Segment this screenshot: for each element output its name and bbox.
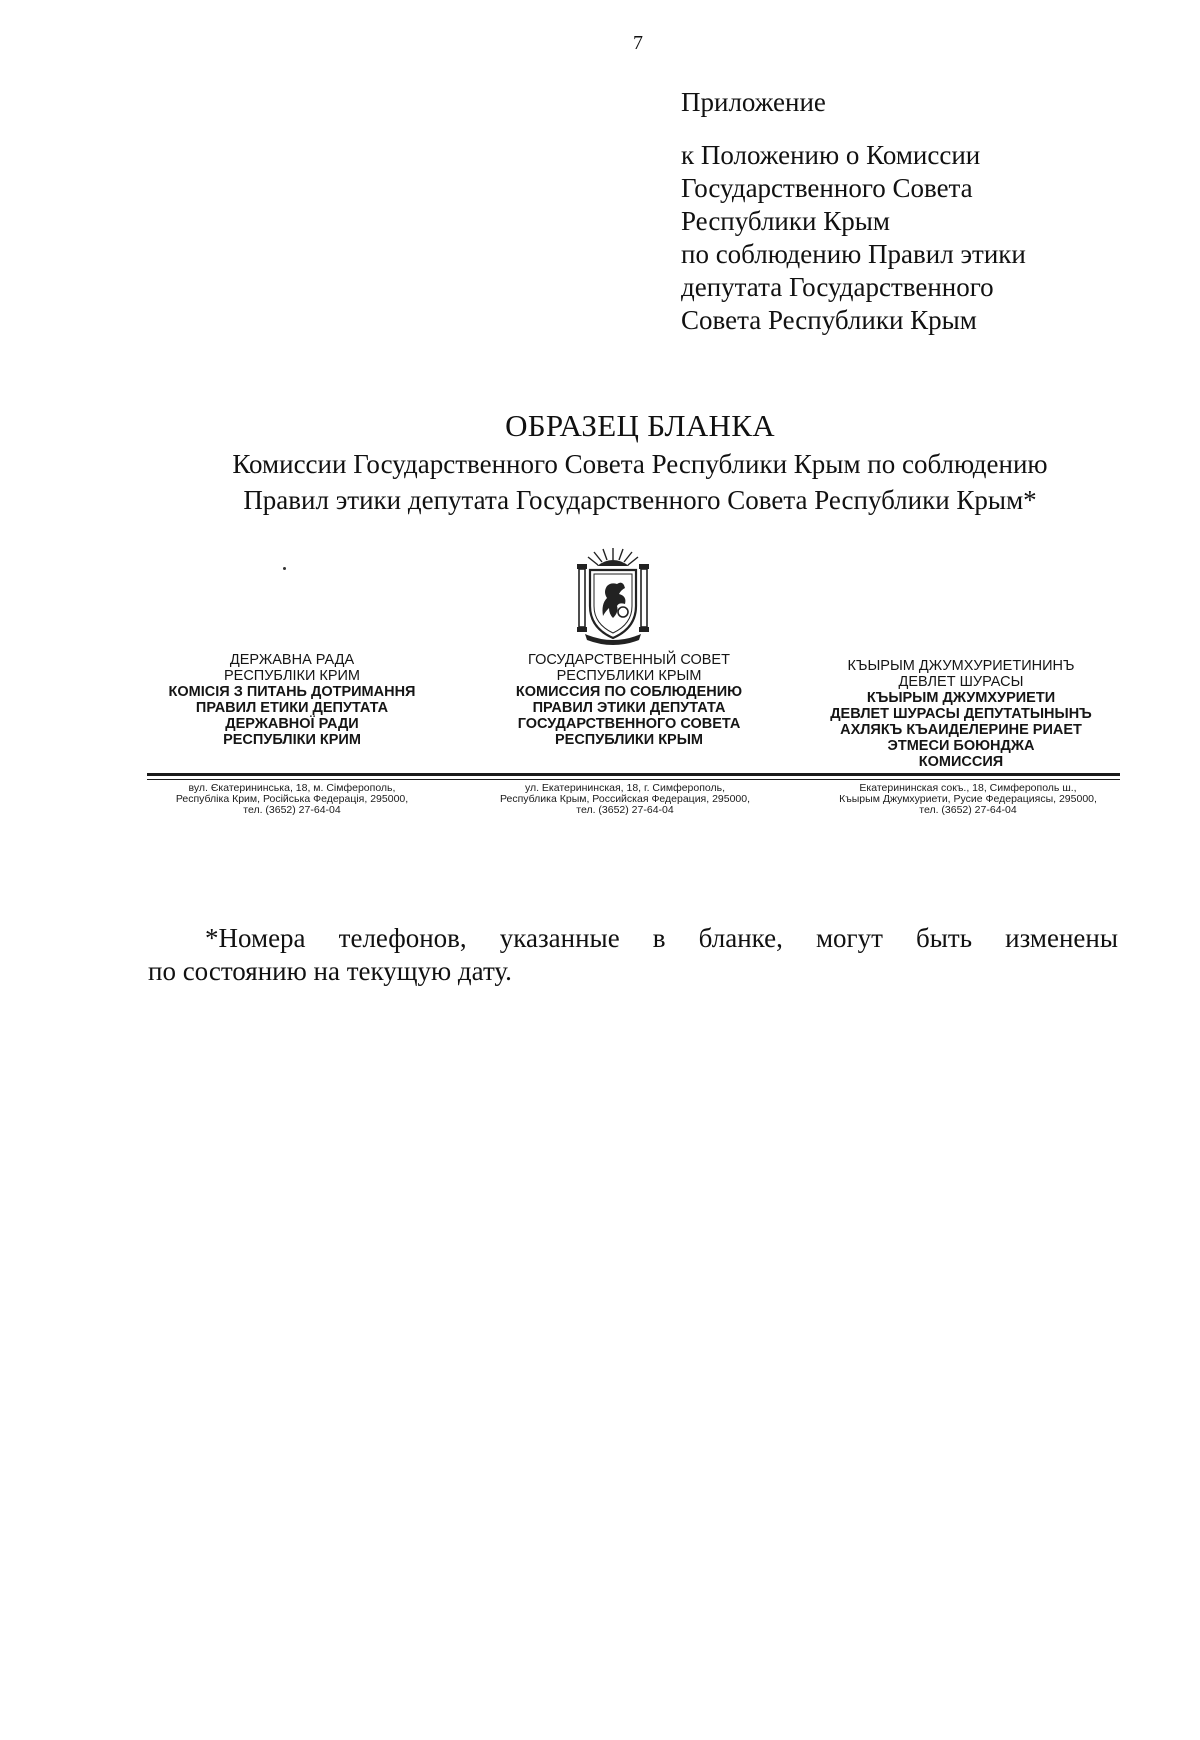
org-name-line: РЕСПУБЛІКИ КРИМ	[223, 668, 361, 684]
commission-name-line: РЕСПУБЛИКИ КРЫМ	[554, 732, 703, 748]
appendix-reference	[681, 86, 1141, 337]
commission-name-line: ДЕРЖАВНОЇ РАДИ	[225, 716, 359, 732]
form-subtitle-line: Комиссии Государственного Совета Республики Крым по соблюдению	[232, 449, 1048, 479]
form-title: ОБРАЗЕЦ БЛАНКА	[505, 408, 775, 443]
org-name-line: ГОСУДАРСТВЕННЫЙ СОВЕТ	[528, 652, 730, 668]
commission-name-line: КОМИССИЯ	[918, 754, 1004, 770]
page-number: 7	[633, 32, 643, 54]
letterhead-divider-thick	[147, 773, 1120, 776]
letterhead-right-crimean-tatar	[800, 652, 1122, 770]
commission-name-line: КЪЫРЫМ ДЖУМХУРИЕТИ	[866, 690, 1056, 706]
address-line: Республіка Крим, Російська Федерація, 295000,	[175, 793, 409, 805]
commission-name-line: ЭТМЕСИ БОЮНДЖА	[887, 738, 1035, 754]
letterhead-left-ukrainian	[144, 652, 440, 748]
crimea-coat-of-arms-icon	[573, 546, 653, 646]
commission-name-line: РЕСПУБЛІКИ КРИМ	[223, 732, 361, 748]
commission-name-line: КОМИССИЯ ПО СОБЛЮДЕНИЮ	[515, 684, 743, 700]
footnote-line: по состоянию на текущую дату.	[148, 956, 512, 986]
footnote	[148, 922, 1118, 988]
address-middle	[470, 783, 780, 816]
address-line: Екатерининская сокъ., 18, Симферополь ш.,	[859, 782, 1077, 794]
letterhead-divider-thin	[147, 779, 1120, 780]
commission-name-line: КОМІСІЯ З ПИТАНЬ ДОТРИМАННЯ	[168, 684, 416, 700]
org-name-line: РЕСПУБЛИКИ КРЫМ	[556, 668, 702, 684]
appendix-line: к Положению о Комиссии	[681, 140, 981, 170]
org-name-line: ДЕРЖАВНА РАДА	[229, 652, 355, 668]
appendix-heading: Приложение	[681, 87, 826, 117]
commission-name-line: ДЕВЛЕТ ШУРАСЫ ДЕПУТАТЫНЫНЪ	[830, 706, 1092, 722]
commission-name-line: АХЛЯКЪ КЪАИДЕЛЕРИНЕ РИАЕТ	[840, 722, 1082, 738]
address-line: вул. Єкатерининська, 18, м. Сімферополь,	[188, 782, 396, 794]
address-left	[142, 783, 442, 816]
address-line: тел. (3652) 27-64-04	[919, 804, 1017, 816]
form-title-block	[120, 406, 1160, 518]
appendix-line: Республики Крым	[681, 206, 890, 236]
letterhead-middle-russian	[484, 652, 774, 748]
appendix-line: депутата Государственного	[681, 272, 994, 302]
form-subtitle-line: Правил этики депутата Государственного Совета Республики Крым*	[243, 485, 1037, 515]
address-line: тел. (3652) 27-64-04	[243, 804, 341, 816]
org-name-line: ДЕВЛЕТ ШУРАСЫ	[898, 674, 1024, 690]
commission-name-line: ПРАВИЛ ЭТИКИ ДЕПУТАТА	[532, 700, 726, 716]
address-line: Республика Крым, Российская Федерация, 295000,	[499, 793, 751, 805]
appendix-line: Государственного Совета	[681, 173, 973, 203]
scan-speck	[283, 567, 286, 570]
address-right	[808, 783, 1128, 816]
commission-name-line: ГОСУДАРСТВЕННОГО СОВЕТА	[517, 716, 741, 732]
appendix-line: Совета Республики Крым	[681, 305, 977, 335]
address-line: тел. (3652) 27-64-04	[576, 804, 674, 816]
address-line: Къырым Джумхуриети, Русие Федерациясы, 295000,	[839, 793, 1097, 805]
footnote-line: *Номера телефонов, указанные в бланке, могут быть изменены	[205, 923, 1118, 953]
address-line: ул. Екатерининская, 18, г. Симферополь,	[524, 782, 726, 794]
appendix-line: по соблюдению Правил этики	[681, 239, 1026, 269]
commission-name-line: ПРАВИЛ ЕТИКИ ДЕПУТАТА	[195, 700, 389, 716]
org-name-line: КЪЫРЫМ ДЖУМХУРИЕТИНИНЪ	[847, 658, 1075, 674]
